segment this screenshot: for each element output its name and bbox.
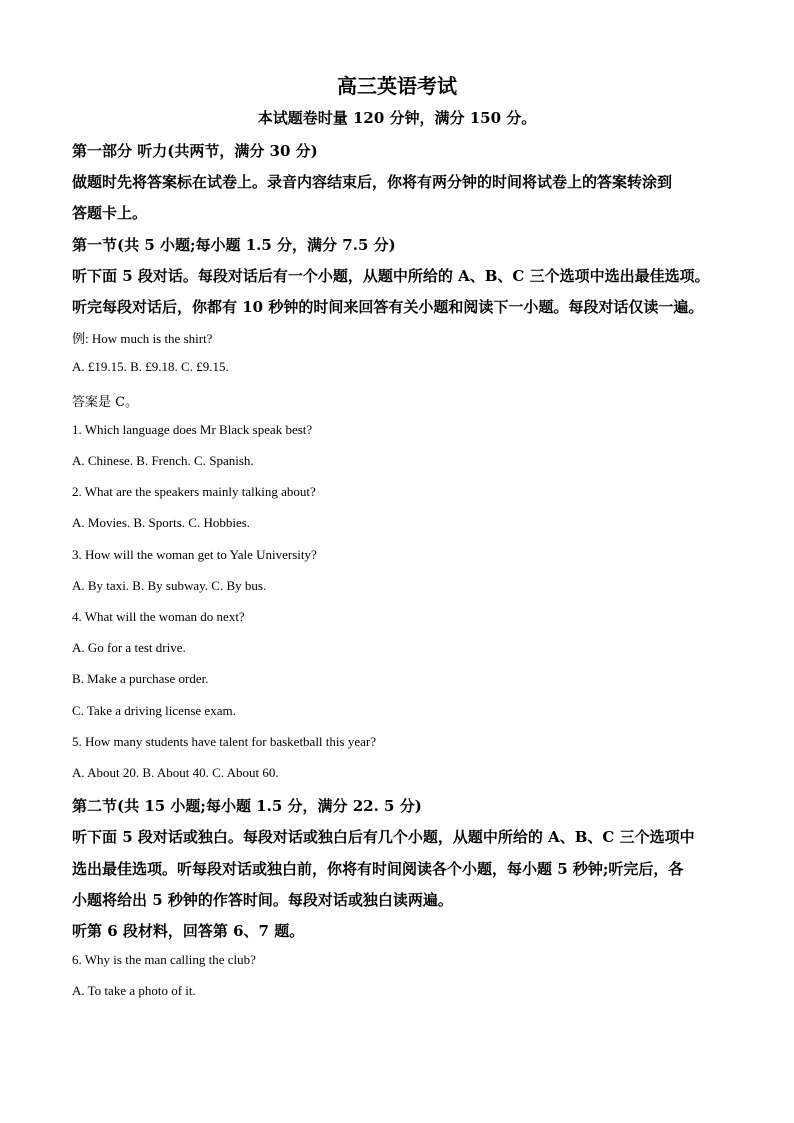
material-6-heading: 听第 6 段材料，回答第 6、7 题。 (72, 922, 305, 940)
section1-instruction-line2: 听完每段对话后，你都有 10 秒钟的时间来回答有关小题和阅读下一小题。每段对话仅读一遍。 (72, 298, 704, 316)
question-1: 1. Which language does Mr Black speak best? (72, 422, 313, 437)
question-1-options: A. Chinese. B. French. C. Spanish. (72, 453, 254, 468)
question-6: 6. Why is the man calling the club? (72, 952, 256, 967)
question-3-options: A. By taxi. B. By subway. C. By bus. (72, 578, 267, 593)
question-3: 3. How will the woman get to Yale University? (72, 547, 317, 562)
question-6-option-a: A. To take a photo of it. (72, 983, 196, 998)
section2-instruction-line3: 小题将给出 5 秒钟的作答时间。每段对话或独白读两遍。 (72, 891, 453, 909)
section1-heading: 第一节(共 5 小题;每小题 1.5 分，满分 7.5 分) (72, 236, 396, 254)
question-4-option-c: C. Take a driving license exam. (72, 703, 236, 718)
question-4-option-a: A. Go for a test drive. (72, 640, 186, 655)
section1-instruction-line1: 听下面 5 段对话。每段对话后有一个小题，从题中所给的 A、B、C 三个选项中选出最佳选项。 (72, 267, 710, 285)
page-title: 高三英语考试 (337, 74, 457, 98)
section2-instruction-line1: 听下面 5 段对话或独白。每段对话或独白后有几个小题，从题中所给的 A、B、C 三个选项中 (72, 828, 695, 846)
question-4: 4. What will the woman do next? (72, 609, 245, 624)
part1-heading: 第一部分 听力(共两节，满分 30 分) (72, 142, 318, 160)
example-answer: 答案是 C。 (72, 395, 139, 410)
part1-instruction-line2: 答题卡上。 (72, 204, 148, 222)
question-4-option-b: B. Make a purchase order. (72, 671, 209, 686)
question-5-options: A. About 20. B. About 40. C. About 60. (72, 765, 279, 780)
example-question: 例: How much is the shirt? (72, 331, 213, 346)
question-2: 2. What are the speakers mainly talking about? (72, 484, 316, 499)
question-2-options: A. Movies. B. Sports. C. Hobbies. (72, 515, 251, 530)
section2-heading: 第二节(共 15 小题;每小题 1.5 分，满分 22. 5 分) (72, 797, 422, 815)
exam-time-note: 本试题卷时量 120 分钟，满分 150 分。 (257, 109, 537, 127)
section2-instruction-line2: 选出最佳选项。听每段对话或独白前，你将有时间阅读各个小题，每小题 5 秒钟;听完后，各 (72, 860, 684, 878)
question-5: 5. How many students have talent for basketball this year? (72, 734, 376, 749)
example-options: A. £19.15. B. £9.18. C. £9.15. (72, 359, 229, 374)
part1-instruction-line1: 做题时先将答案标在试卷上。录音内容结束后，你将有两分钟的时间将试卷上的答案转涂到 (72, 173, 673, 191)
